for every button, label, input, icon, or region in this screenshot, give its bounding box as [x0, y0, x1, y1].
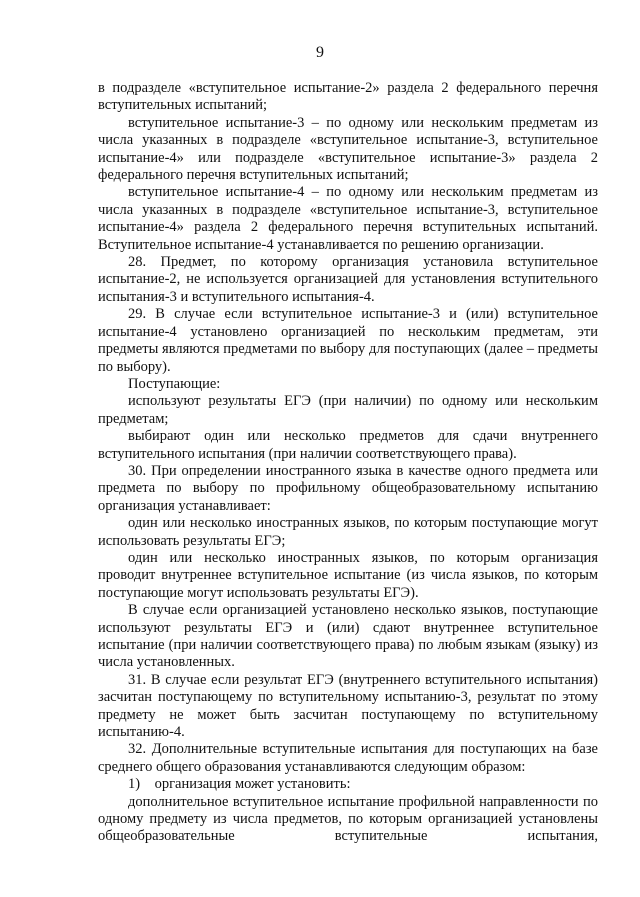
paragraph: 32. Дополнительные вступительные испытания для поступающих на базе среднего общего образования устанавливаются следующим образом: [98, 741, 598, 775]
document-body [98, 80, 598, 846]
paragraph: вступительное испытание-3 – по одному или нескольким предметам из числа указанных в подразделе «вступительное испытание-3, вступительное испытание-4» или подразделе «вступительное испытание-3» раздела 2 федерального перечня вступительных испытаний; [98, 114, 598, 184]
paragraph: дополнительное вступительное испытание профильной направленности по одному предмету из числа предметов, по которым организацией установлены общеобразовательные вступительные испытания, [98, 793, 598, 845]
paragraph: вступительное испытание-4 – по одному или нескольким предметам из числа указанных в подразделе «вступительное испытание-3, вступительное испытание-4» раздела 2 федерального перечня вступительных испытаний. Вступительное испытание-4 устанавливается по решению организации. [98, 184, 598, 253]
paragraph: один или несколько иностранных языков, по которым поступающие могут использовать результаты ЕГЭ; [98, 515, 598, 549]
paragraph: 30. При определении иностранного языка в качестве одного предмета или предмета по выбору по профильному общеобразовательному испытанию организация устанавливает: [98, 462, 598, 514]
paragraph: выбирают один или несколько предметов для сдачи внутреннего вступительного испытания (при наличии соответствующего права). [98, 428, 598, 462]
paragraph: один или несколько иностранных языков, по которым организация проводит внутреннее вступительное испытание (из числа языков, по которым поступающие могут использовать результаты ЕГЭ). [98, 549, 598, 601]
paragraph: В случае если организацией установлено несколько языков, поступающие используют результаты ЕГЭ и (или) сдают внутреннее вступительное испытание (при наличии соответствующего права) по любым языкам (языку) из числа установленных. [98, 602, 598, 671]
page-number: 9 [316, 44, 324, 61]
paragraph: 31. В случае если результат ЕГЭ (внутреннего вступительного испытания) засчитан поступающему по вступительному испытанию-3, результат по этому предмету не может быть засчитан поступающему по вступительному испытанию-4. [98, 671, 598, 741]
paragraph: 1) организация может установить: [128, 776, 351, 793]
paragraph: используют результаты ЕГЭ (при наличии) по одному или нескольким предметам; [98, 393, 598, 427]
paragraph: в подразделе «вступительное испытание-2» раздела 2 федерального перечня вступительных испытаний; [98, 80, 598, 114]
paragraph: 28. Предмет, по которому организация установила вступительное испытание-2, не используется организацией для установления вступительного испытания-3 и вступительного испытания-4. [98, 254, 598, 305]
paragraph: 29. В случае если вступительное испытание-3 и (или) вступительное испытание-4 установлено организацией по нескольким предметам, эти предметы являются предметами по выбору для поступающих (далее – предметы по выбору). [98, 306, 598, 375]
paragraph: Поступающие: [128, 375, 221, 392]
